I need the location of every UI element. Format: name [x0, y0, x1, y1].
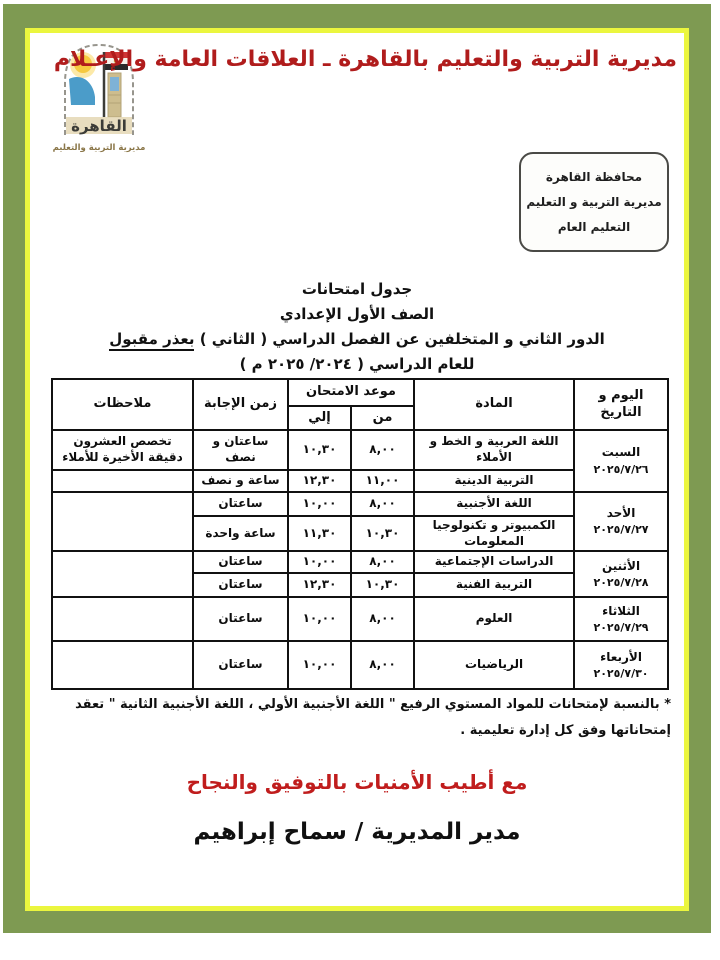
time-to-cell: ١٠,٣٠ [288, 430, 351, 470]
duration-cell: ساعتان [193, 573, 288, 597]
green-decorative-frame [3, 4, 711, 933]
day-name: الأثنين [601, 558, 641, 573]
day-date: ٢٠٢٥/٧/٢٧ [593, 523, 649, 537]
duration-cell: ساعتان [193, 641, 288, 689]
subject-cell: التربية الفنية [414, 573, 574, 597]
table-row [52, 492, 668, 516]
time-to-cell: ١٠,٠٠ [288, 492, 351, 516]
time-to-cell: ١٠,٠٠ [288, 641, 351, 689]
day-name: الأحد [606, 505, 636, 520]
duration-cell: ساعة و نصف [193, 470, 288, 492]
info-box-line: التعليم العام [557, 220, 631, 234]
duration-cell: ساعة واحدة [193, 516, 288, 551]
cairo-tower-icon [108, 73, 121, 117]
notes-cell [52, 492, 193, 551]
subject-cell: العلوم [414, 597, 574, 641]
col-header-from: من [351, 406, 414, 430]
schedule-title-line2: الصف الأول الإعدادي [279, 305, 435, 323]
page-title: مديرية التربية والتعليم بالقاهرة ـ العلاقات العامة والإعـلام [53, 47, 677, 72]
table-row [52, 551, 668, 573]
subject-cell: اللغة العربية و الخط و الأملاء [414, 430, 574, 470]
schedule-title-line3-underlined: بعذر مقبول [109, 330, 194, 351]
subject-cell: الكمبيوتر و تكنولوجيا المعلومات [414, 516, 574, 551]
time-from-cell: ١٠,٣٠ [351, 573, 414, 597]
table-row [52, 430, 668, 470]
duration-cell: ساعتان و نصف [193, 430, 288, 470]
day-name: السبت [601, 445, 641, 460]
director-signature: مدير المديرية / سماح إبراهيم [193, 819, 521, 845]
time-from-cell: ٨,٠٠ [351, 430, 414, 470]
table-row [52, 641, 668, 689]
col-header-exam-time: موعد الامتحان [288, 379, 414, 406]
time-from-cell: ٨,٠٠ [351, 551, 414, 573]
time-from-cell: ١١,٠٠ [351, 470, 414, 492]
subject-cell: الدراسات الإجتماعية [414, 551, 574, 573]
duration-cell: ساعتان [193, 551, 288, 573]
time-from-cell: ٨,٠٠ [351, 492, 414, 516]
col-header-day-date: اليوم و التاريخ [574, 379, 668, 430]
day-cell [574, 641, 668, 689]
notes-cell [52, 551, 193, 597]
day-date: ٢٠٢٥/٧/٢٩ [593, 620, 649, 634]
day-cell [574, 597, 668, 641]
notes-cell [52, 597, 193, 641]
time-from-cell: ٨,٠٠ [351, 597, 414, 641]
day-cell [574, 492, 668, 551]
schedule-title-block [35, 277, 679, 377]
time-to-cell: ١٠,٠٠ [288, 597, 351, 641]
subject-cell: اللغة الأجنبية [414, 492, 574, 516]
schedule-title-line3-main: الدور الثاني و المتخلفين عن الفصل الدراسي ( الثاني ) [199, 330, 605, 348]
col-header-notes: ملاحظات [52, 379, 193, 430]
time-from-cell: ١٠,٣٠ [351, 516, 414, 551]
schedule-title-line1: جدول امتحانات [301, 280, 413, 298]
subject-cell: الرياضيات [414, 641, 574, 689]
day-date: ٢٠٢٥/٧/٢٨ [593, 575, 649, 589]
col-header-to: إلي [288, 406, 351, 430]
page-content [35, 37, 679, 902]
footnote: * بالنسبة لإمتحانات للمواد المستوي الرفيع " اللغة الأجنبية الأولي ، اللغة الأجنبية الثانية " تعقد إمتحاناتها وفق كل إدارة تعليمية . [75, 697, 671, 738]
logo-caption: مديرية التربية والتعليم [52, 143, 146, 153]
time-from-cell: ٨,٠٠ [351, 641, 414, 689]
yellow-inner-border [25, 28, 689, 911]
day-cell [574, 551, 668, 597]
time-to-cell: ١١,٣٠ [288, 516, 351, 551]
day-name: الأربعاء [600, 649, 642, 664]
logo-city-name: القاهرة [71, 117, 127, 135]
notes-cell [52, 470, 193, 492]
table-header-row [52, 379, 668, 406]
duration-cell: ساعتان [193, 492, 288, 516]
governorate-info-box [519, 152, 669, 252]
time-to-cell: ١٢,٣٠ [288, 470, 351, 492]
subject-cell: التربية الدينية [414, 470, 574, 492]
time-to-cell: ١٢,٣٠ [288, 573, 351, 597]
notes-cell [52, 641, 193, 689]
notes-cell: تخصص العشرون دقيقة الأخيرة للأملاء [52, 430, 193, 470]
time-to-cell: ١٠,٠٠ [288, 551, 351, 573]
day-cell [574, 430, 668, 492]
col-header-duration: زمن الإجابة [193, 379, 288, 430]
col-header-subject: المادة [414, 379, 574, 430]
day-date: ٢٠٢٥/٧/٣٠ [593, 666, 649, 680]
duration-cell: ساعتان [193, 597, 288, 641]
info-box-line: مديرية التربية و التعليم [526, 195, 662, 209]
info-box-line: محافظة القاهرة [545, 170, 643, 184]
table-row [52, 597, 668, 641]
schedule-title-line3 [35, 327, 679, 352]
day-date: ٢٠٢٥/٧/٢٦ [593, 462, 649, 476]
schedule-title-line4: للعام الدراسي ( ٢٠٢٤/ ٢٠٢٥ م ) [239, 355, 475, 373]
exam-schedule-table [51, 378, 669, 690]
day-name: الثلاثاء [602, 603, 640, 618]
good-wishes-line: مع أطيب الأمنيات بالتوفيق والنجاح [186, 770, 528, 794]
